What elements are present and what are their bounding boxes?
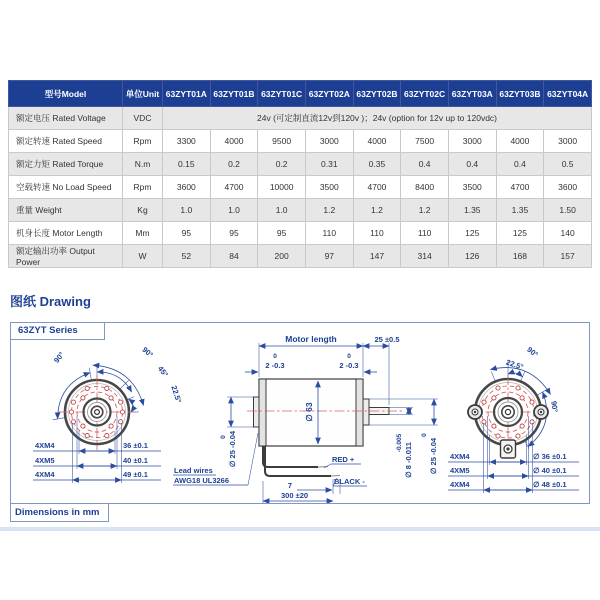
angle-label: 90°: [525, 344, 540, 360]
spec-parameter-label: 额定力矩 Rated Torque: [9, 153, 123, 176]
wire-black-label: BLACK -: [334, 477, 365, 486]
model-column-header: 型号Model: [9, 81, 123, 107]
dim-value: 49 ±0.1: [123, 470, 148, 479]
spec-value: 4000: [353, 130, 401, 153]
dim-label: 4XM4: [35, 441, 55, 450]
spec-value: 1.50: [544, 199, 592, 222]
model-header: 63ZYT02B: [353, 81, 401, 107]
spec-value: 0.4: [401, 153, 449, 176]
spec-unit: Rpm: [123, 130, 163, 153]
spec-value: 84: [210, 245, 258, 268]
dim-label: 4XM4: [450, 452, 470, 461]
boss-diameter-right: ∅ 25 -0.04: [429, 437, 438, 475]
model-header: 63ZYT02C: [401, 81, 449, 107]
unit-column-header: 单位Unit: [123, 81, 163, 107]
spec-value: 126: [448, 245, 496, 268]
dim-label: 4XM5: [35, 456, 55, 465]
spec-row: [9, 153, 592, 176]
spec-value: 1.0: [210, 199, 258, 222]
spec-value: 0.4: [448, 153, 496, 176]
spec-value: 3000: [305, 130, 353, 153]
spec-row: [9, 130, 592, 153]
spec-unit: Mm: [123, 222, 163, 245]
dim-value: ∅ 40 ±0.1: [533, 466, 567, 475]
angle-label: 22.5°: [505, 357, 525, 372]
spec-parameter-label: 额定电压 Rated Voltage: [9, 107, 123, 130]
series-label: 63ZYT Series: [10, 322, 105, 340]
spec-value: 0.4: [496, 153, 544, 176]
model-header: 63ZYT01C: [258, 81, 306, 107]
spec-value: 8400: [401, 176, 449, 199]
spec-value: 3500: [305, 176, 353, 199]
screw-boss-right: [534, 405, 548, 419]
dim-value: ∅ 48 ±0.1: [533, 480, 567, 489]
spec-value: 168: [496, 245, 544, 268]
spec-value: 97: [305, 245, 353, 268]
spec-value: 4700: [496, 176, 544, 199]
spec-value: 1.2: [305, 199, 353, 222]
right-end-view: [448, 345, 579, 493]
spec-unit: W: [123, 245, 163, 268]
lead-wires: [263, 446, 340, 476]
boss-diameter-left: ∅ 25 -0.04: [228, 430, 237, 468]
boss-tol-upper-left: 0: [220, 435, 227, 439]
spec-value: 0.2: [258, 153, 306, 176]
end-tol-left: 2 -0.3: [265, 361, 285, 370]
model-header: 63ZYT01B: [210, 81, 258, 107]
angle-label: 90°: [51, 350, 67, 365]
spec-value: 0.2: [210, 153, 258, 176]
spec-value: 1.0: [163, 199, 211, 222]
spec-parameter-label: 额定转速 Rated Speed: [9, 130, 123, 153]
dimensions-note: Dimensions in mm: [10, 503, 109, 522]
spec-value: 125: [496, 222, 544, 245]
motor-technical-drawing: [11, 323, 589, 503]
shaft-extension-dim: 25 ±0.5: [374, 335, 400, 344]
spec-row: [9, 222, 592, 245]
boss-tol-upper-right: 0: [421, 433, 428, 437]
spec-value: 10000: [258, 176, 306, 199]
end-tol-upper-left: 0: [273, 353, 277, 360]
spec-value: 140: [544, 222, 592, 245]
left-end-view: [33, 345, 183, 483]
spec-parameter-label: 额定输出功率 Output Power: [9, 245, 123, 268]
spec-value: 314: [401, 245, 449, 268]
spec-row: [9, 199, 592, 222]
footer-divider: [0, 527, 600, 531]
spec-table-body: [9, 107, 592, 268]
spec-value: 0.35: [353, 153, 401, 176]
dim-value: 36 ±0.1: [123, 441, 148, 450]
angle-label: 22.5°: [169, 384, 184, 404]
spec-table: [8, 80, 592, 268]
spec-value: 95: [163, 222, 211, 245]
angle-label: 90°: [140, 345, 155, 360]
model-header: 63ZYT01A: [163, 81, 211, 107]
spec-value: 0.15: [163, 153, 211, 176]
wire-red-label: RED +: [332, 455, 355, 464]
spec-value: 110: [401, 222, 449, 245]
dim-value: ∅ 36 ±0.1: [533, 452, 567, 461]
model-header: 63ZYT02A: [305, 81, 353, 107]
side-view: [173, 334, 438, 503]
drawing-section-heading: 图纸 Drawing: [10, 294, 91, 309]
angle-label: 90°: [549, 400, 560, 413]
spec-unit: VDC: [123, 107, 163, 130]
spec-value: 1.2: [353, 199, 401, 222]
model-header: 63ZYT03B: [496, 81, 544, 107]
body-diameter-dim: ∅ 63: [304, 402, 314, 422]
spec-parameter-label: 空载转速 No Load Speed: [9, 176, 123, 199]
spec-value: 7500: [401, 130, 449, 153]
spec-value: 4000: [496, 130, 544, 153]
terminal-tab: [501, 440, 516, 458]
angle-label: 45°: [155, 364, 171, 379]
spec-value: 95: [210, 222, 258, 245]
spec-value: 9500: [258, 130, 306, 153]
spec-row: [9, 245, 592, 268]
spec-value: 3300: [163, 130, 211, 153]
spec-value: 3600: [544, 176, 592, 199]
spec-value: 95: [258, 222, 306, 245]
spec-value: 110: [305, 222, 353, 245]
spec-row: [9, 176, 592, 199]
model-header: 63ZYT03A: [448, 81, 496, 107]
dim-value: 40 ±0.1: [123, 456, 148, 465]
dim-label: 4XM4: [35, 470, 55, 479]
spec-value: 157: [544, 245, 592, 268]
dim-label: 4XM5: [450, 466, 470, 475]
drawing-box: [10, 322, 590, 518]
spec-value: 1.35: [496, 199, 544, 222]
spec-value: 0.5: [544, 153, 592, 176]
spec-unit: N.m: [123, 153, 163, 176]
spec-value: 4000: [210, 130, 258, 153]
spec-row: [9, 107, 592, 130]
end-tol-upper-right: 0: [347, 353, 351, 360]
spec-value: 1.35: [448, 199, 496, 222]
spec-value: 4700: [353, 176, 401, 199]
spec-value: 4700: [210, 176, 258, 199]
screw-boss-left: [468, 405, 482, 419]
spec-value: 125: [448, 222, 496, 245]
spec-unit: Kg: [123, 199, 163, 222]
spec-table-header-row: [9, 81, 592, 107]
end-tol-right: 2 -0.3: [339, 361, 359, 370]
dim-label: 4XM4: [450, 480, 470, 489]
spec-unit: Rpm: [123, 176, 163, 199]
lead-wires-note-line1: Lead wires: [174, 466, 213, 475]
spec-value: 147: [353, 245, 401, 268]
model-header: 63ZYT04A: [544, 81, 592, 107]
spec-spanning-value: 24v (可定制直流12v到120v )；24v (option for 12v up to 120vdc): [163, 107, 592, 130]
shaft-tol-upper: -0.005: [396, 433, 403, 453]
spec-value: 3000: [448, 130, 496, 153]
spec-parameter-label: 重量 Weight: [9, 199, 123, 222]
spec-value: 3500: [448, 176, 496, 199]
motor-length-label: Motor length: [285, 334, 337, 344]
shaft-diameter-dim: ∅ 8 -0.011: [404, 442, 413, 478]
spec-value: 1.2: [401, 199, 449, 222]
spec-value: 200: [258, 245, 306, 268]
wire-length-dim: 300 ±20: [281, 491, 309, 500]
wire-tip-dim: 7: [287, 481, 293, 490]
spec-value: 3000: [544, 130, 592, 153]
spec-value: 52: [163, 245, 211, 268]
spec-value: 0.31: [305, 153, 353, 176]
spec-value: 1.0: [258, 199, 306, 222]
spec-value: 110: [353, 222, 401, 245]
spec-parameter-label: 机身长度 Motor Length: [9, 222, 123, 245]
lead-wires-note-line2: AWG18 UL3266: [174, 476, 230, 485]
spec-value: 3600: [163, 176, 211, 199]
